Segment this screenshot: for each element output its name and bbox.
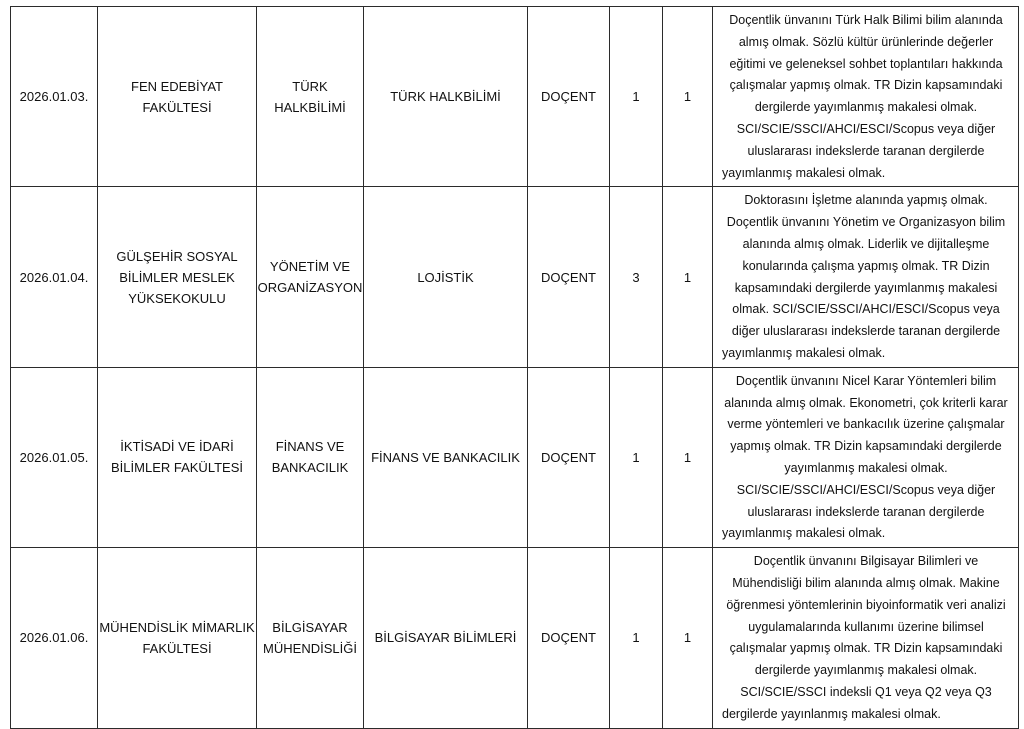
academic-title: DOÇENT (528, 548, 610, 728)
position-count: 1 (610, 367, 663, 547)
position-code: 2026.01.03. (11, 7, 98, 187)
position-code: 2026.01.05. (11, 367, 98, 547)
field-name: BİLGİSAYAR BİLİMLERİ (364, 548, 528, 728)
table-row (11, 548, 1019, 728)
table-row (11, 367, 1019, 547)
position-quota: 1 (663, 548, 713, 728)
position-quota: 1 (663, 367, 713, 547)
faculty-name: İKTİSADİ VE İDARİ BİLİMLER FAKÜLTESİ (98, 367, 257, 547)
position-quota: 1 (663, 7, 713, 187)
requirements-cell (713, 548, 1019, 728)
academic-title: DOÇENT (528, 187, 610, 367)
position-code: 2026.01.06. (11, 548, 98, 728)
position-count: 3 (610, 187, 663, 367)
academic-positions-table (10, 6, 1019, 729)
requirements-cell (713, 187, 1019, 367)
faculty-name: GÜLŞEHİR SOSYAL BİLİMLER MESLEK YÜKSEKOKULU (98, 187, 257, 367)
academic-title: DOÇENT (528, 7, 610, 187)
table-row (11, 7, 1019, 187)
table-row (11, 187, 1019, 367)
faculty-name: FEN EDEBİYAT FAKÜLTESİ (98, 7, 257, 187)
department-name: TÜRK HALKBİLİMİ (257, 7, 364, 187)
department-name: YÖNETİM VE ORGANİZASYON (257, 187, 364, 367)
academic-title: DOÇENT (528, 367, 610, 547)
requirements-text: Doçentlik ünvanını Türk Halk Bilimi bilim alanında almış olmak. Sözlü kültür ürünlerinde değerler eğitimi ve geleneksel sohbet toplantıları hakkında çalışmalar yapmış olmak. TR Dizin kapsamındaki dergilerde yayımlanmış makalesi olmak. SCI/SCIE/SSCI/AHCI/ESCI/Scopus veya diğer uluslararası indekslerde taranan dergilerde yayımlanmış makalesi olmak. (722, 13, 1003, 180)
requirements-text: Doktorasını İşletme alanında yapmış olmak. Doçentlik ünvanını Yönetim ve Organizasyon bilim alanında almış olmak. Liderlik ve dijitalleşme konularında çalışma yapmış olmak. TR Dizin kapsamındaki dergilerde yayımlanmış makalesi olmak. SCI/SCIE/SSCI/AHCI/ESCI/Scopus veya diğer uluslararası indekslerde taranan dergilerde yayımlanmış makalesi olmak. (722, 193, 1006, 360)
department-name: FİNANS VE BANKACILIK (257, 367, 364, 547)
position-count: 1 (610, 548, 663, 728)
requirements-text: Doçentlik ünvanını Bilgisayar Bilimleri ve Mühendisliği bilim alanında almış olmak. Makine öğrenmesi yöntemlerinin biyoinformatik veri analizi uygulamalarında kullanımı üzerine bilimsel çalışmalar yapmış olmak. TR Dizin kapsamındaki dergilerde yayımlanmış makalesi olmak. SCI/SCIE/SSCI indeksli Q1 veya Q2 veya Q3 dergilerde yayınlanmış makalesi olmak. (722, 554, 1006, 721)
faculty-name: MÜHENDİSLİK MİMARLIK FAKÜLTESİ (98, 548, 257, 728)
position-code: 2026.01.04. (11, 187, 98, 367)
requirements-cell (713, 7, 1019, 187)
position-quota: 1 (663, 187, 713, 367)
field-name: LOJİSTİK (364, 187, 528, 367)
field-name: FİNANS VE BANKACILIK (364, 367, 528, 547)
requirements-text: Doçentlik ünvanını Nicel Karar Yöntemleri bilim alanında almış olmak. Ekonometri, çok kriterli karar verme yöntemleri ve bankacılık üzerine çalışmalar yapmış olmak. TR Dizin kapsamındaki dergilerde yayımlanmış makalesi olmak. SCI/SCIE/SSCI/AHCI/ESCI/Scopus veya diğer uluslararası indekslerde taranan dergilerde yayımlanmış makalesi olmak. (722, 373, 1008, 541)
requirements-cell (713, 367, 1019, 547)
position-count: 1 (610, 7, 663, 187)
field-name: TÜRK HALKBİLİMİ (364, 7, 528, 187)
department-name: BİLGİSAYAR MÜHENDİSLİĞİ (257, 548, 364, 728)
